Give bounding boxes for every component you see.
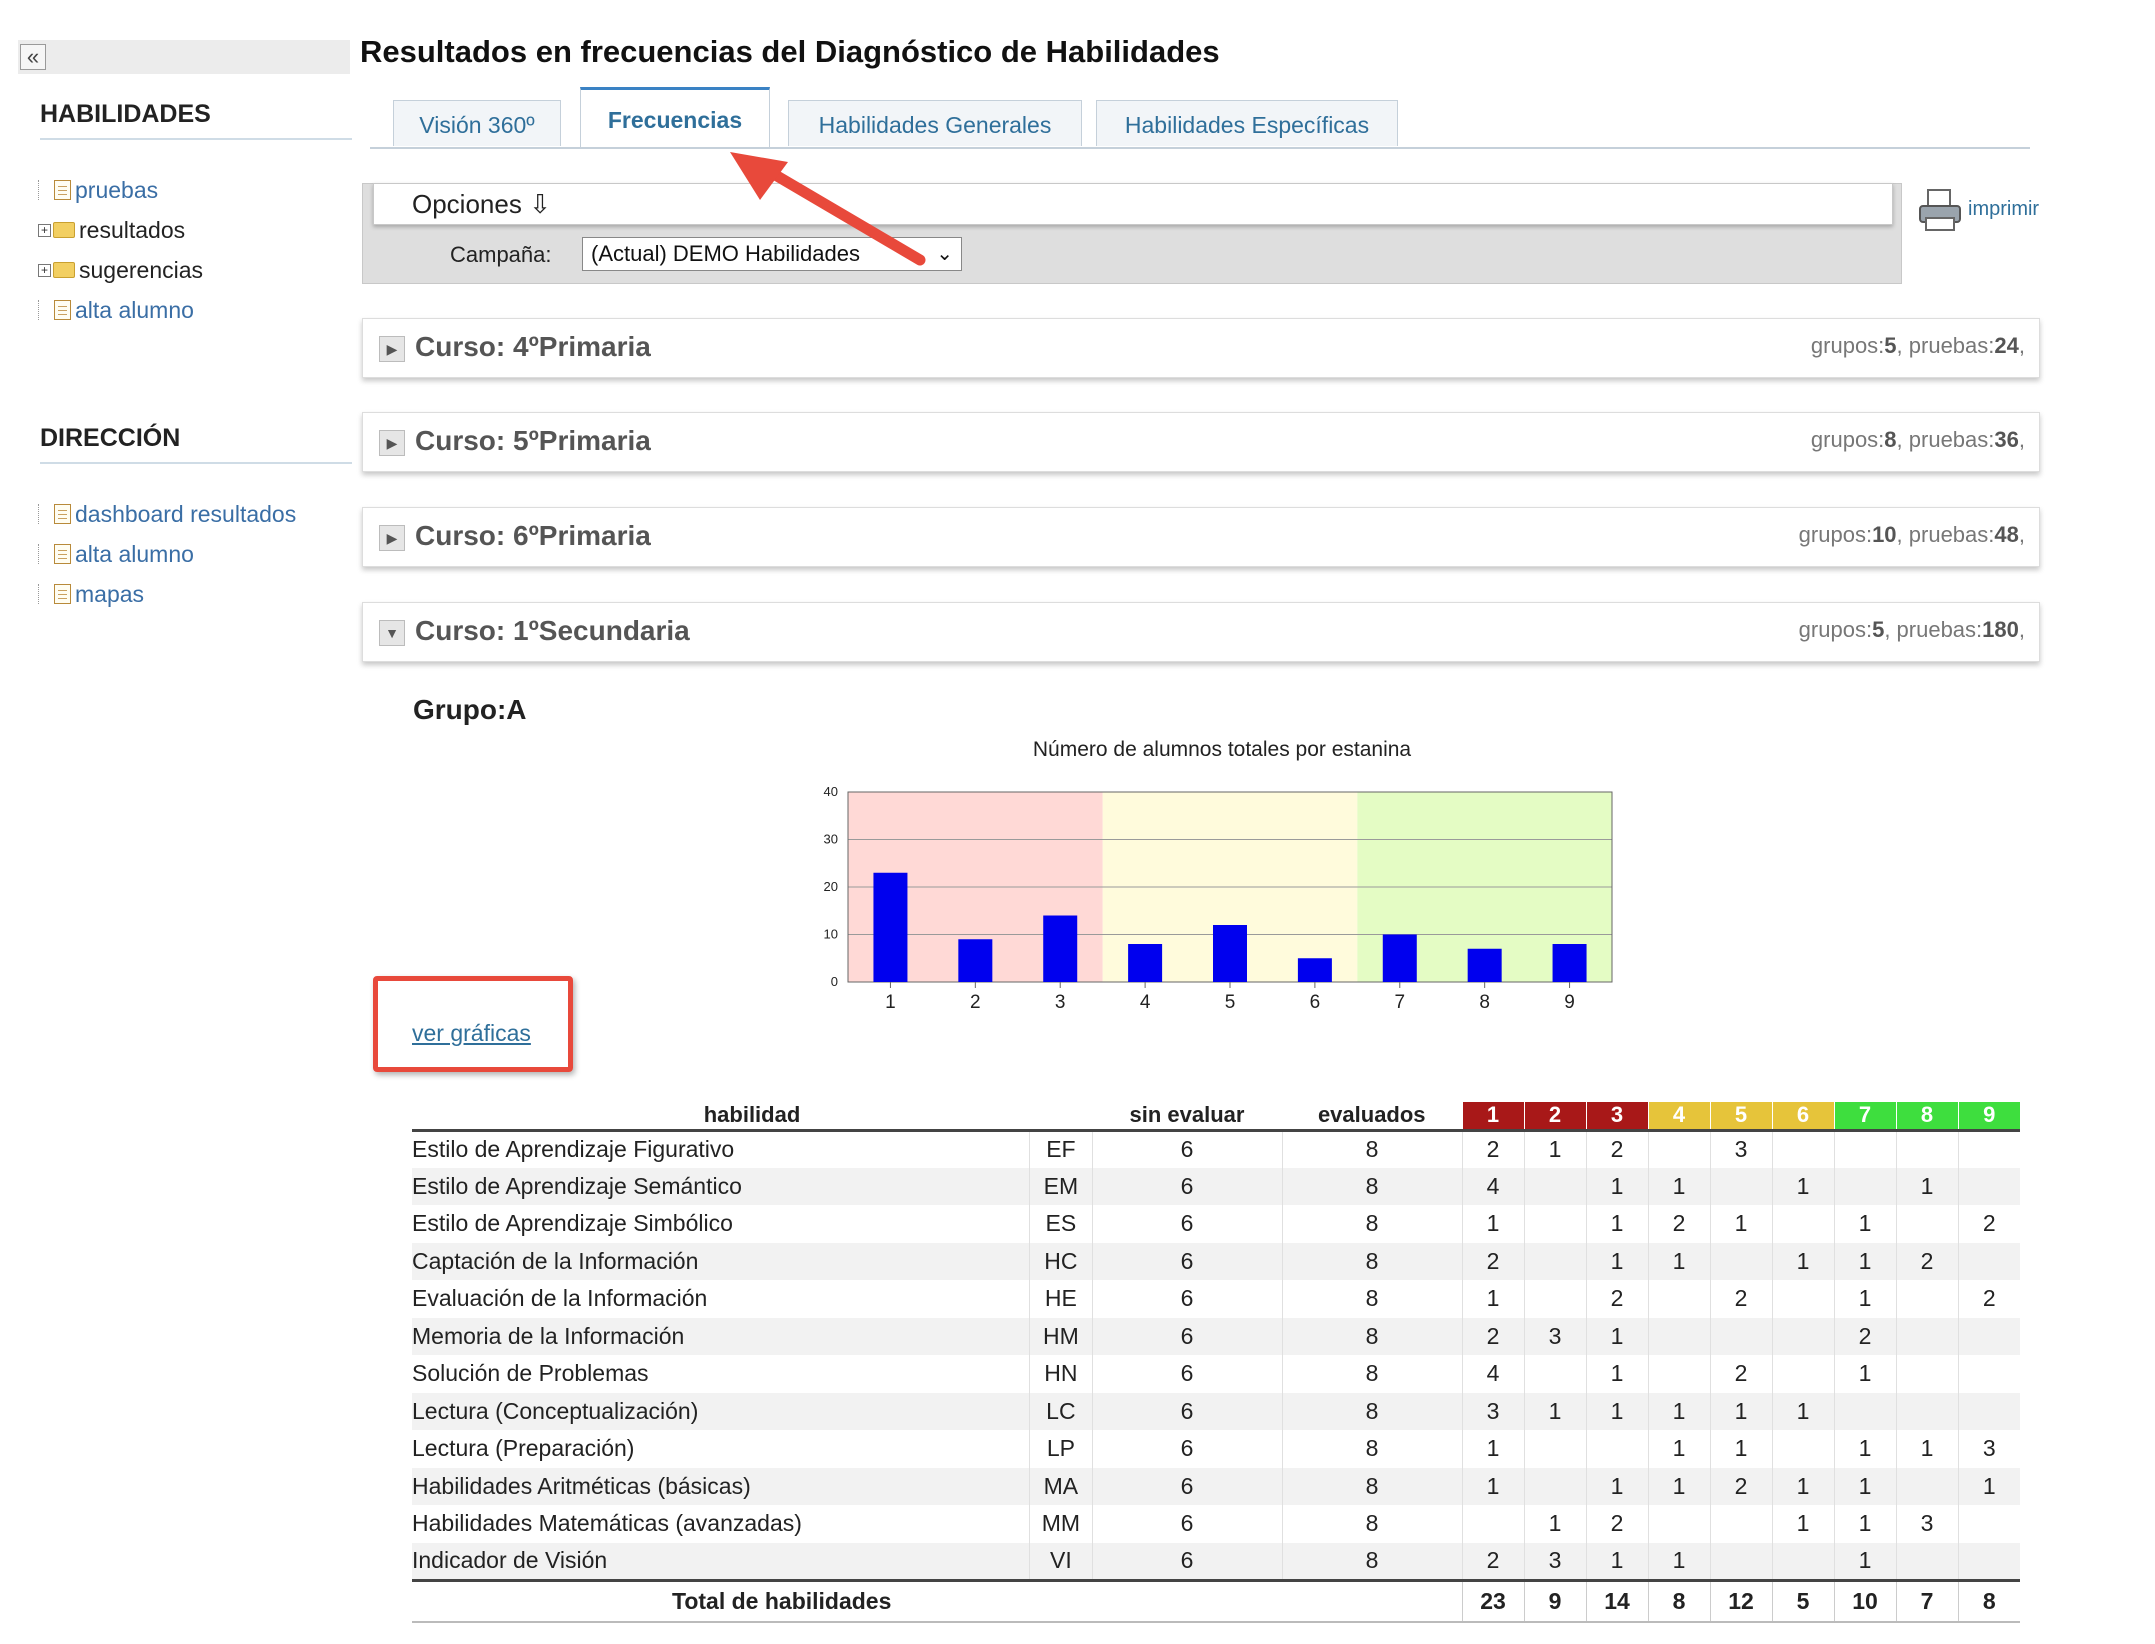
stanine-count-cell [1772,1130,1834,1168]
skill-name: Captación de la Información [412,1243,1030,1281]
stanine-count-cell [1958,1130,2020,1168]
stanine-count-cell: 1 [1586,1355,1648,1393]
chart-bar [1553,944,1587,982]
stanine-count-cell: 1 [1710,1430,1772,1468]
stanine-count-cell [1834,1168,1896,1206]
col-header-stanine: 2 [1524,1102,1586,1130]
tree-line [38,504,52,524]
stanine-count-cell: 1 [1772,1468,1834,1506]
skill-code: MA [1030,1468,1092,1506]
stanine-count-cell: 1 [1710,1393,1772,1431]
skill-code: MM [1030,1505,1092,1543]
stanine-count-cell: 1 [1896,1168,1958,1206]
course-panel[interactable] [362,507,2040,567]
stanine-count-cell: 3 [1462,1393,1524,1431]
stanine-count-cell [1958,1505,2020,1543]
course-title[interactable]: Curso: 5ºPrimaria [415,425,651,456]
chart-bar [1468,949,1502,982]
evaluados-cell: 8 [1282,1355,1462,1393]
skill-code: EM [1030,1168,1092,1206]
ver-graficas-link[interactable]: ver gráficas [412,1020,531,1046]
sidebar-divider [40,462,352,464]
stanine-count-cell [1524,1430,1586,1468]
stanine-count-cell [1896,1393,1958,1431]
col-header-stanine: 3 [1586,1102,1648,1130]
sin-evaluar-cell: 6 [1092,1505,1282,1543]
course-title[interactable]: Curso: 1ºSecundaria [415,615,690,646]
stanine-count-cell [1958,1393,2020,1431]
tab-habilidades-generales[interactable]: Habilidades Generales [788,100,1082,146]
stanine-count-cell: 2 [1958,1205,2020,1243]
col-header-stanine: 6 [1772,1102,1834,1130]
stanine-count-cell: 2 [1896,1243,1958,1281]
sidebar-item-label[interactable]: sugerencias [79,257,204,283]
evaluados-cell: 8 [1282,1280,1462,1318]
sin-evaluar-cell: 6 [1092,1280,1282,1318]
x-tick-label: 6 [1309,992,1321,1013]
x-tick-label: 5 [1224,992,1236,1013]
stanine-count-cell: 3 [1896,1505,1958,1543]
course-panel[interactable] [362,318,2040,378]
stanine-count-cell [1772,1205,1834,1243]
folder-icon [53,262,75,278]
stanine-count-cell: 1 [1648,1543,1710,1581]
stanine-count-cell: 1 [1648,1393,1710,1431]
stanine-count-cell: 1 [1834,1280,1896,1318]
course-meta: grupos:5, pruebas:180, [1798,617,2025,642]
chart-bar [873,873,907,982]
stanine-count-cell: 1 [1586,1468,1648,1506]
stanine-count-cell [1772,1318,1834,1356]
stanine-count-cell: 1 [1586,1243,1648,1281]
stanine-count-cell: 1 [1834,1468,1896,1506]
course-panel[interactable] [362,412,2040,472]
evaluados-cell: 8 [1282,1430,1462,1468]
stanine-count-cell: 2 [1586,1130,1648,1168]
table-row [412,1468,2020,1506]
y-tick-label: 30 [823,831,838,847]
table-row [412,1355,2020,1393]
skill-name: Estilo de Aprendizaje Figurativo [412,1136,735,1162]
col-header-stanine: 7 [1834,1102,1896,1130]
stanine-count-cell: 3 [1524,1318,1586,1356]
stanine-count-cell [1772,1280,1834,1318]
document-icon [54,544,71,564]
options-toggle[interactable]: Opciones ⇩ [373,183,1893,225]
document-icon [54,584,71,604]
campaign-label: Campaña: [450,242,552,267]
total-label: Total de habilidades [412,1580,1462,1622]
stanine-count-cell: 2 [1710,1355,1772,1393]
stanine-count-cell: 1 [1462,1430,1524,1468]
expand-plus-icon[interactable]: + [38,224,51,237]
table-row [412,1205,2020,1243]
frequency-table [412,1102,2020,1623]
stanine-count-cell: 1 [1586,1205,1648,1243]
stanine-count-cell [1648,1318,1710,1356]
evaluados-cell: 8 [1282,1243,1462,1281]
stanine-count-cell [1958,1243,2020,1281]
sidebar-item-pruebas[interactable] [38,170,203,210]
skill-code: HN [1030,1355,1092,1393]
skill-name: Estilo de Aprendizaje Semántico [412,1168,1030,1206]
stanine-count-cell [1772,1430,1834,1468]
document-icon [54,180,71,200]
tab-habilidades-especificas[interactable]: Habilidades Específicas [1096,100,1398,146]
skill-code: HC [1030,1243,1092,1281]
stanine-count-cell: 1 [1834,1430,1896,1468]
stanine-count-cell: 1 [1462,1468,1524,1506]
total-cell: 8 [1648,1580,1710,1622]
stanine-count-cell: 1 [1648,1430,1710,1468]
stanine-count-cell [1524,1355,1586,1393]
skill-name: Evaluación de la Información [412,1285,708,1312]
stanine-count-cell [1834,1130,1896,1168]
table-row [412,1543,2020,1581]
skill-code: VI [1030,1543,1092,1581]
stanine-count-cell: 2 [1958,1280,2020,1318]
tree-line [38,584,52,604]
col-header-evaluados: evaluados [1282,1102,1462,1130]
sidebar-divider [40,138,352,140]
stanine-count-cell [1524,1205,1586,1243]
chart-bar [1213,925,1247,982]
stanine-count-cell: 1 [1772,1393,1834,1431]
stanine-count-cell: 1 [1648,1468,1710,1506]
stanine-count-cell: 1 [1772,1243,1834,1281]
stanine-count-cell: 1 [1586,1318,1648,1356]
skill-name: Memoria de la Información [412,1318,1030,1356]
stanine-count-cell: 1 [1462,1280,1524,1318]
stanine-count-cell: 1 [1524,1505,1586,1543]
table-row [412,1243,2020,1281]
stanine-count-cell: 4 [1462,1168,1524,1206]
stanine-count-cell: 1 [1834,1543,1896,1581]
col-header-stanine: 9 [1958,1102,2020,1130]
sidebar-collapse-bar [18,40,350,74]
sidebar-item-label[interactable]: dashboard resultados [75,501,297,527]
stanine-count-cell: 1 [1462,1205,1524,1243]
evaluados-cell: 8 [1282,1205,1462,1243]
total-cell: 8 [1958,1580,2020,1622]
y-tick-label: 20 [823,879,838,894]
x-tick-label: 1 [885,992,896,1013]
stanine-bar-chart [800,770,1620,1020]
sidebar-item-label[interactable]: mapas [75,581,145,607]
tree-line [38,544,52,564]
stanine-count-cell [1648,1355,1710,1393]
totals-row [412,1580,2020,1622]
sidebar-item-alta-alumno[interactable] [38,534,296,574]
skill-code: LC [1030,1393,1092,1431]
stanine-count-cell [1710,1505,1772,1543]
sin-evaluar-cell: 6 [1092,1168,1282,1206]
total-cell: 12 [1710,1580,1772,1622]
sin-evaluar-cell: 6 [1092,1468,1282,1506]
stanine-count-cell: 1 [1710,1205,1772,1243]
x-tick-label: 4 [1139,992,1151,1013]
stanine-count-cell: 1 [1524,1130,1586,1168]
stanine-count-cell [1524,1468,1586,1506]
sin-evaluar-cell: 6 [1092,1543,1282,1581]
y-tick-label: 40 [823,784,838,799]
y-tick-label: 0 [830,974,838,989]
stanine-count-cell [1710,1543,1772,1581]
stanine-count-cell: 1 [1896,1430,1958,1468]
stanine-count-cell [1896,1318,1958,1356]
total-cell: 10 [1834,1580,1896,1622]
stanine-count-cell: 1 [1648,1243,1710,1281]
table-row [412,1393,2020,1431]
document-icon [54,504,71,524]
skill-code: HM [1030,1318,1092,1356]
page-title: Resultados en frecuencias del Diagnóstico de Habilidades [360,34,1220,69]
stanine-count-cell [1648,1505,1710,1543]
sidebar-item-sugerencias[interactable] [38,250,203,290]
total-cell: 14 [1586,1580,1648,1622]
table-header-row [412,1102,2020,1130]
folder-icon [53,222,75,238]
stanine-count-cell [1958,1168,2020,1206]
stanine-count-cell [1896,1468,1958,1506]
stanine-count-cell [1896,1355,1958,1393]
stanine-count-cell: 3 [1524,1543,1586,1581]
stanine-count-cell: 2 [1834,1318,1896,1356]
annotation-highlight-box [373,976,573,1072]
table-row [412,1280,2020,1318]
stanine-count-cell: 2 [1586,1280,1648,1318]
stanine-count-cell [1834,1393,1896,1431]
table-row [412,1430,2020,1468]
sin-evaluar-cell: 6 [1092,1243,1282,1281]
sidebar-item-dashboard-resultados[interactable] [38,494,296,534]
stanine-count-cell [1462,1505,1524,1543]
total-cell: 7 [1896,1580,1958,1622]
collapse-triangle-icon[interactable]: ▼ [379,620,405,646]
sidebar-tree-direccion [38,494,296,614]
tree-line [38,300,52,320]
x-tick-label: 2 [970,992,981,1013]
skill-code: HE [1030,1280,1092,1318]
evaluados-cell: 8 [1282,1468,1462,1506]
stanine-count-cell: 2 [1462,1318,1524,1356]
col-header-stanine: 5 [1710,1102,1772,1130]
sin-evaluar-cell: 6 [1092,1355,1282,1393]
x-tick-label: 8 [1479,992,1490,1013]
chart-bar [1383,935,1417,983]
stanine-count-cell: 1 [1524,1393,1586,1431]
x-tick-label: 3 [1054,992,1066,1013]
stanine-count-cell [1710,1168,1772,1206]
stanine-count-cell: 2 [1586,1505,1648,1543]
evaluados-cell: 8 [1282,1130,1462,1168]
evaluados-cell: 8 [1282,1505,1462,1543]
stanine-count-cell: 2 [1462,1543,1524,1581]
stanine-count-cell: 1 [1772,1168,1834,1206]
skill-name: Habilidades Matemáticas (avanzadas) [412,1510,802,1537]
sidebar-item-label[interactable]: alta alumno [75,541,194,567]
table-row [412,1130,2020,1168]
campaign-select-value: (Actual) DEMO Habilidades [591,241,860,266]
group-title: Grupo:A [413,694,527,725]
stanine-count-cell: 2 [1462,1130,1524,1168]
chart-bar [1298,958,1332,982]
sidebar-tree-habilidades [38,170,203,330]
skill-code: EF [1030,1130,1092,1168]
stanine-count-cell: 4 [1462,1355,1524,1393]
tree-line [38,180,52,200]
stanine-count-cell [1524,1168,1586,1206]
y-tick-label: 10 [823,926,838,942]
skill-name: Indicador de Visión [412,1543,1030,1581]
table-row [412,1318,2020,1356]
stanine-count-cell: 2 [1710,1280,1772,1318]
stanine-count-cell: 1 [1834,1243,1896,1281]
course-meta: grupos:8, pruebas:36, [1810,427,2025,452]
sin-evaluar-cell: 6 [1092,1430,1282,1468]
chart-title: Número de alumnos totales por estanina [1032,738,1412,761]
course-title[interactable]: Curso: 6ºPrimaria [415,520,651,551]
sidebar-heading-direccion: DIRECCIÓN [40,424,181,452]
col-header-stanine: 8 [1896,1102,1958,1130]
stanine-count-cell: 1 [1648,1168,1710,1206]
stanine-count-cell: 1 [1586,1393,1648,1431]
stanine-count-cell [1586,1430,1648,1468]
skill-name: Lectura (Conceptualización) [412,1393,1030,1431]
course-title[interactable]: Curso: 4ºPrimaria [415,331,651,362]
skill-name: Lectura (Preparación) [412,1435,635,1462]
document-icon [54,300,71,320]
chart-bar [1043,916,1077,983]
chart-bar [958,939,992,982]
expand-plus-icon[interactable]: + [38,264,51,277]
expand-triangle-icon[interactable]: ▶ [379,336,405,362]
table-row [412,1505,2020,1543]
tabs-divider [370,147,2030,149]
total-cell: 5 [1772,1580,1834,1622]
stanine-count-cell [1896,1130,1958,1168]
evaluados-cell: 8 [1282,1168,1462,1206]
stanine-count-cell [1524,1280,1586,1318]
evaluados-cell: 8 [1282,1393,1462,1431]
sidebar-item-alta-alumno[interactable] [38,290,203,330]
stanine-count-cell: 1 [1834,1355,1896,1393]
total-cell: 23 [1462,1580,1524,1622]
stanine-count-cell: 1 [1772,1505,1834,1543]
chart-bar [1128,944,1162,982]
sin-evaluar-cell: 6 [1092,1393,1282,1431]
course-meta: grupos:5, pruebas:24, [1810,333,2025,358]
col-header-habilidad: habilidad [412,1102,1092,1130]
course-panel[interactable] [362,602,2040,662]
col-header-stanine: 1 [1462,1102,1524,1130]
sin-evaluar-cell: 6 [1092,1318,1282,1356]
sidebar-item-resultados[interactable] [38,210,203,250]
table-row [412,1168,2020,1206]
tab-vision-360[interactable]: Visión 360º [393,100,561,146]
stanine-count-cell [1958,1318,2020,1356]
sin-evaluar-cell: 6 [1092,1130,1282,1168]
expand-triangle-icon[interactable]: ▶ [379,430,405,456]
stanine-count-cell [1648,1130,1710,1168]
stanine-count-cell [1524,1243,1586,1281]
stanine-count-cell [1772,1355,1834,1393]
skill-name: Habilidades Aritméticas (básicas) [412,1468,1030,1506]
collapse-sidebar-icon[interactable]: « [20,44,46,70]
total-cell: 9 [1524,1580,1586,1622]
stanine-count-cell: 1 [1958,1468,2020,1506]
stanine-count-cell: 1 [1586,1543,1648,1581]
tab-frecuencias[interactable]: Frecuencias [580,87,770,147]
sidebar-item-label[interactable]: alta alumno [75,297,194,323]
stanine-count-cell: 1 [1834,1505,1896,1543]
stanine-count-cell [1896,1205,1958,1243]
stanine-count-cell: 2 [1462,1243,1524,1281]
skill-name: Solución de Problemas [412,1360,649,1387]
stanine-count-cell [1896,1280,1958,1318]
stanine-count-cell: 1 [1586,1168,1648,1206]
stanine-count-cell [1896,1543,1958,1581]
course-meta: grupos:10, pruebas:48, [1798,522,2025,547]
annotation-arrow-icon [720,148,940,278]
stanine-count-cell: 2 [1648,1205,1710,1243]
stanine-count-cell: 2 [1710,1468,1772,1506]
sidebar-item-label[interactable]: pruebas [75,177,159,203]
expand-triangle-icon[interactable]: ▶ [379,525,405,551]
sidebar-heading-habilidades: HABILIDADES [40,100,211,128]
stanine-count-cell [1710,1318,1772,1356]
sin-evaluar-cell: 6 [1092,1205,1282,1243]
evaluados-cell: 8 [1282,1318,1462,1356]
x-tick-label: 7 [1394,992,1406,1013]
stanine-count-cell [1648,1280,1710,1318]
stanine-count-cell: 3 [1958,1430,2020,1468]
sidebar-item-mapas[interactable] [38,574,296,614]
skill-code: ES [1030,1205,1092,1243]
print-link[interactable]: imprimir [1968,198,2040,220]
skill-code: LP [1030,1430,1092,1468]
chevron-down-icon: ⌄ [936,243,953,265]
stanine-count-cell [1958,1355,2020,1393]
stanine-count-cell: 1 [1834,1205,1896,1243]
col-header-stanine: 4 [1648,1102,1710,1130]
col-header-sin-evaluar: sin evaluar [1092,1102,1282,1130]
x-tick-label: 9 [1564,992,1575,1013]
stanine-count-cell: 3 [1710,1130,1772,1168]
stanine-count-cell [1958,1543,2020,1581]
printer-icon[interactable] [1918,188,1964,232]
skill-name: Estilo de Aprendizaje Simbólico [412,1210,733,1237]
evaluados-cell: 8 [1282,1543,1462,1581]
sidebar-item-label[interactable]: resultados [79,217,186,243]
stanine-count-cell [1710,1243,1772,1281]
stanine-count-cell [1772,1543,1834,1581]
